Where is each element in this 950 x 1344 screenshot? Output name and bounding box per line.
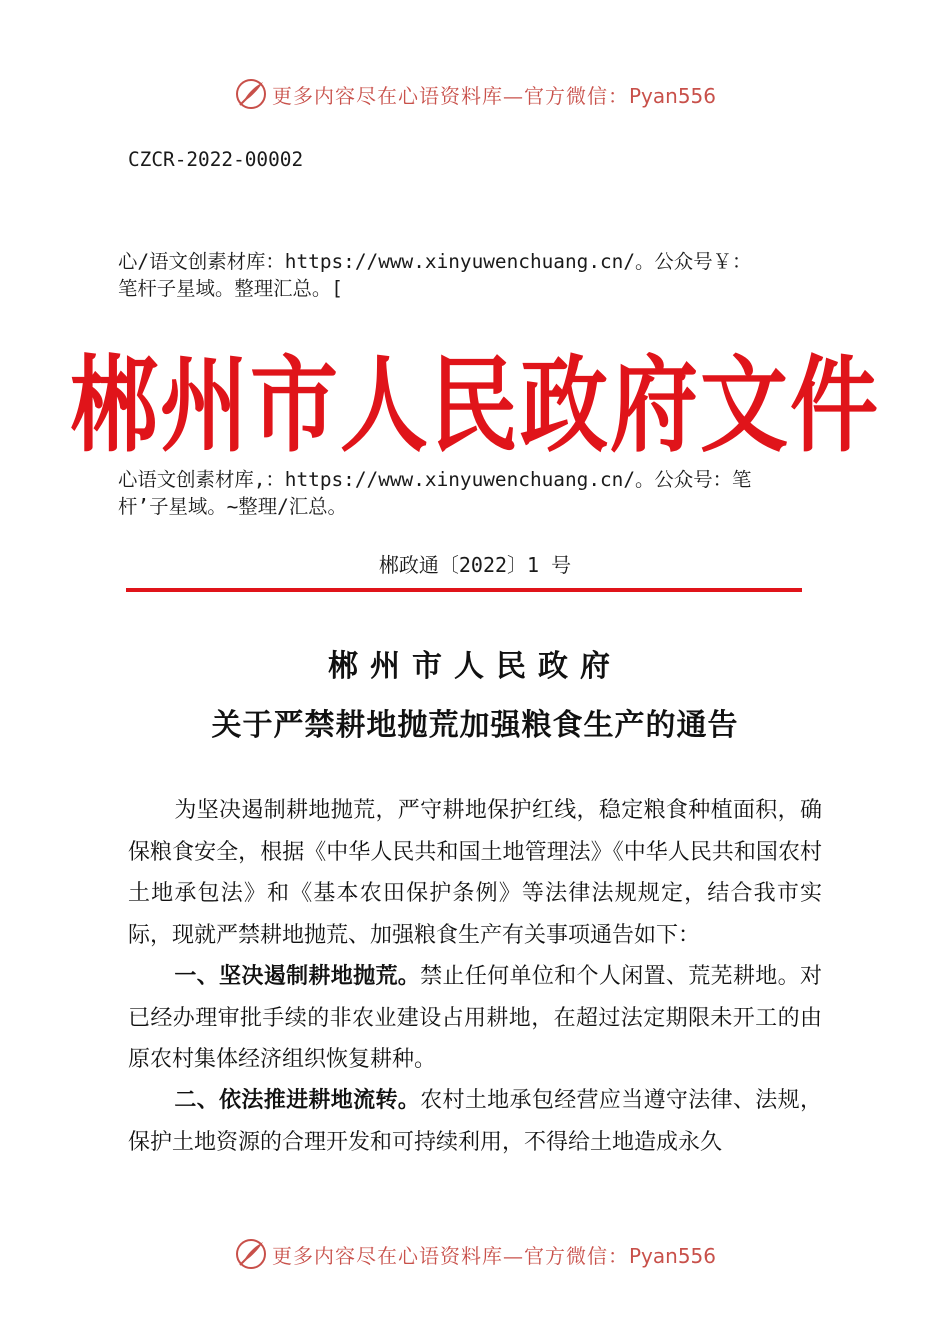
document-code: CZCR-2022-00002 bbox=[128, 148, 304, 171]
title-issuer: 郴州市人民政府 bbox=[328, 649, 622, 684]
bottom-banner bbox=[0, 1234, 950, 1274]
watermark-line: 杆’子星域。~整理/汇总。 bbox=[118, 495, 347, 518]
feather-pen-logo-icon bbox=[234, 77, 268, 111]
banner-text: 更多内容尽在心语资料库—官方微信：Pyan556 bbox=[271, 1243, 716, 1268]
watermark-line: 心/语文创素材库：https://www.xinyuwenchuang.cn/。公众号￥： bbox=[118, 250, 752, 273]
item-2-paragraph bbox=[128, 1080, 822, 1163]
banner-wechat-id: Pyan556 bbox=[628, 1243, 716, 1268]
item-1-paragraph bbox=[128, 956, 822, 1081]
item-1-heading: 一、坚决遏制耕地抛荒。 bbox=[174, 964, 421, 989]
title-subject: 关于严禁耕地抛荒加强粮食生产的通告 bbox=[211, 708, 739, 743]
item-1-text: 禁止任何单位和个人闲置、荒芜耕地。对已经办理审批手续的非农业建设占用耕地，在超过法定期限未开工的由原农村集体经济组织恢复耕种。 bbox=[128, 964, 822, 1072]
intro-text: 为坚决遏制耕地抛荒，严守耕地保护红线，稳定粮食种植面积，确保粮食安全，根据《中华人民共和国土地管理法》《中华人民共和国农村土地承包法》和《基本农田保护条例》等法律法规规定，结合我市实际，现就严禁耕地抛荒、加强粮食生产有关事项通告如下： bbox=[128, 798, 822, 948]
issuer-header: 郴州市人民政府文件 bbox=[69, 344, 880, 466]
document-number: 郴政通〔2022〕1 号 bbox=[378, 553, 572, 577]
red-divider bbox=[126, 588, 802, 592]
banner-wechat-id: Pyan556 bbox=[628, 83, 716, 108]
feather-pen-logo-icon bbox=[234, 1237, 268, 1271]
top-banner bbox=[0, 74, 950, 114]
watermark-line: 笔杆子星域。整理汇总。[ bbox=[118, 277, 343, 300]
intro-paragraph bbox=[128, 790, 822, 956]
item-2-text: 农村土地承包经营应当遵守法律、法规，保护土地资源的合理开发和可持续利用，不得给土地造成永久 bbox=[128, 1088, 822, 1155]
banner-text: 更多内容尽在心语资料库—官方微信：Pyan556 bbox=[271, 83, 716, 108]
watermark-line: 心语文创素材库,：https://www.xinyuwenchuang.cn/。公众号：笔 bbox=[118, 468, 752, 491]
item-2-heading: 二、依法推进耕地流转。 bbox=[174, 1088, 421, 1113]
